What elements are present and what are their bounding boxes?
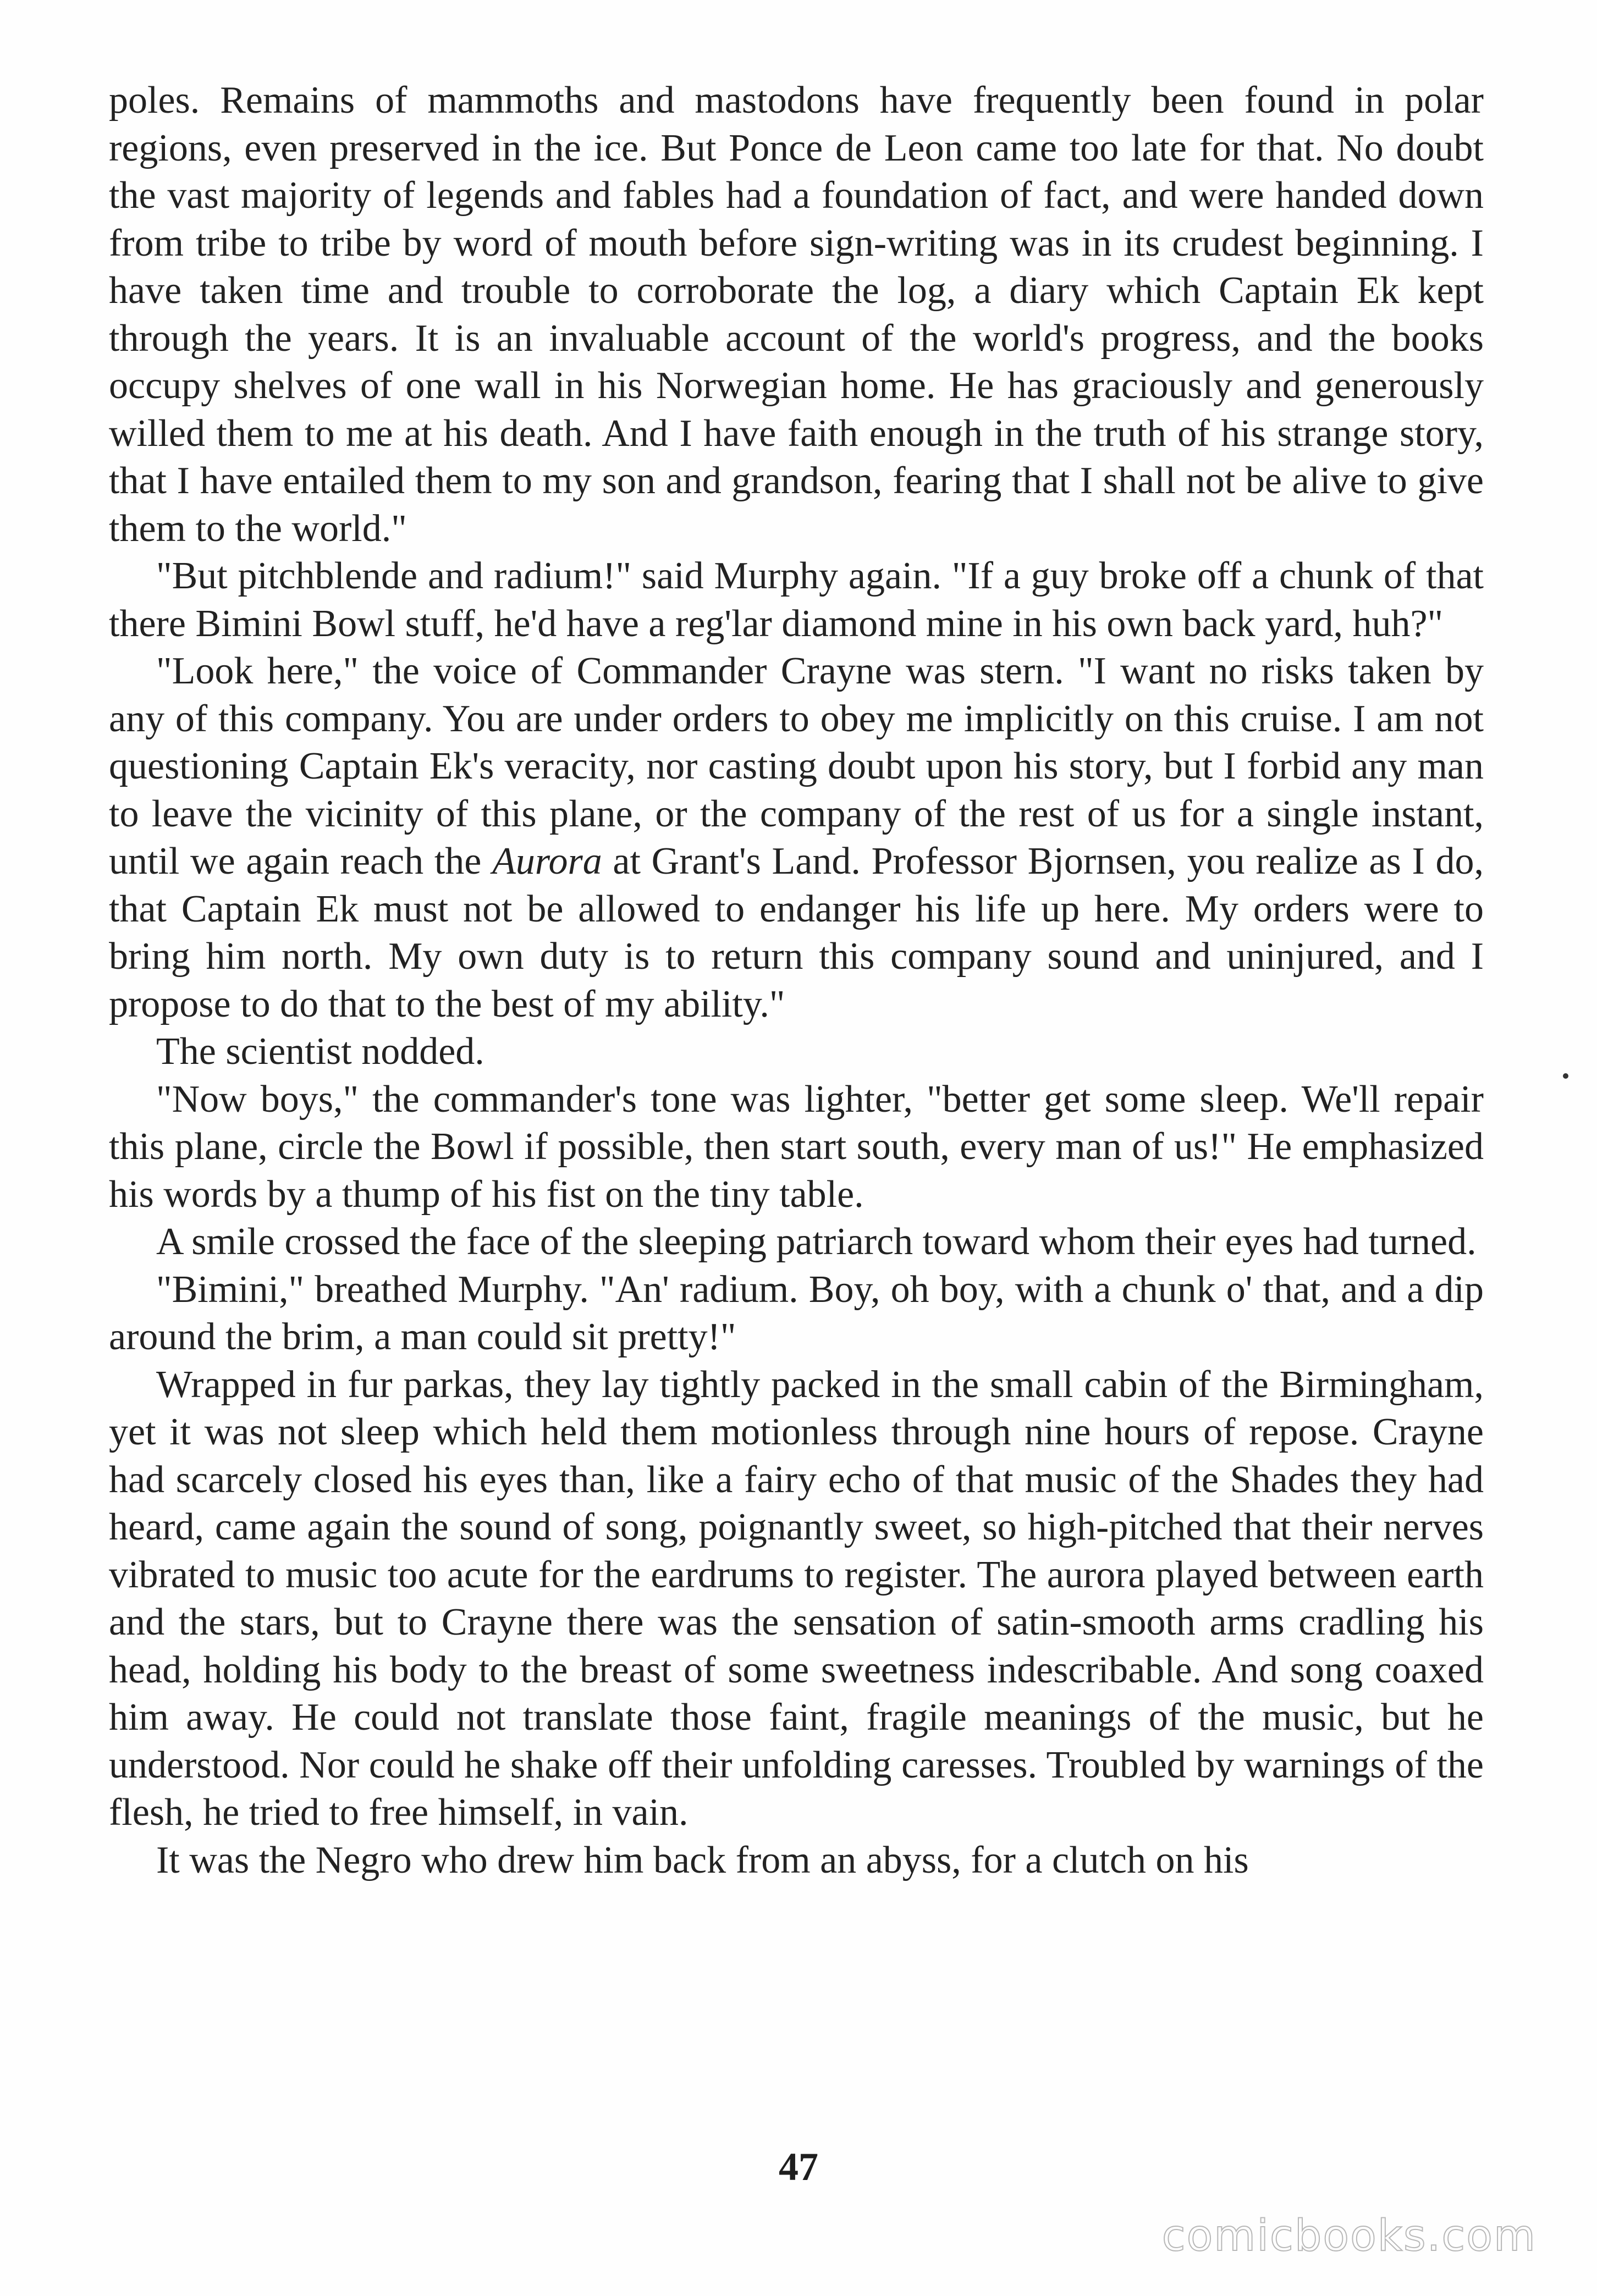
paragraph-5: "Now boys," the commander's tone was lighter, "better get some sleep. We'll repair this plane, circle the Bowl if possible, then start south, every man of us!" He emphasized his words by a thump of his fist on the tiny table.	[109, 1078, 1484, 1216]
paragraph-3	[109, 648, 1484, 1028]
ship-name-aurora: Aurora	[492, 840, 602, 882]
paragraph-6: A smile crossed the face of the sleeping patriarch toward whom their eyes had turned.	[156, 1221, 1477, 1263]
body-text	[109, 77, 1484, 1884]
page-number: 47	[779, 2145, 818, 2189]
paragraph-3-part-1: "Look here," the voice of Commander Crayne was stern. "I want no risks taken by any of this company. You are under orders to obey me implicitly on this cruise. I am not questioning Captain Ek's veracity, nor casting doubt upon his story, but I forbid any man to leave the vicinity of this plane, or the company of the rest of us for a single instant, until we again reach the	[109, 650, 1484, 882]
paragraph-8: Wrapped in fur parkas, they lay tightly packed in the small cabin of the Birmingham, yet it was not sleep which held them motionless through nine hours of repose. Crayne had scarcely closed his eyes than, like a fairy echo of that music of the Shades they had heard, came again the sound of song, poignantly sweet, so high-pitched that their nerves vibrated to music too acute for the eardrums to register. The aurora played between earth and the stars, but to Crayne there was the sensation of satin-smooth arms cradling his head, holding his body to the breast of some sweetness indescribable. And song coaxed him away. He could not translate those faint, fragile meanings of the music, but he understood. Nor could he shake off their unfolding caresses. Troubled by warnings of the flesh, he tried to free himself, in vain.	[109, 1363, 1484, 1834]
paragraph-4: The scientist nodded.	[156, 1030, 484, 1073]
paragraph-3-part-2: at Grant's Land. Professor Bjornsen, you realize as I do, that Captain Ek must not be allowed to endanger his life up here. My orders were to bring him north. My own duty is to return this company sound and uninjured, and I propose to do that to the best of my ability."	[109, 840, 1484, 1025]
paragraph-7: "Bimini," breathed Murphy. "An' radium. Boy, oh boy, with a chunk o' that, and a dip around the brim, a man could sit pretty!"	[109, 1268, 1484, 1358]
paragraph-2: "But pitchblende and radium!" said Murphy again. "If a guy broke off a chunk of that there Bimini Bowl stuff, he'd have a reg'lar diamond mine in his own back yard, huh?"	[109, 555, 1484, 645]
paragraph-1: poles. Remains of mammoths and mastodons have frequently been found in polar regions, even preserved in the ice. But Ponce de Leon came too late for that. No doubt the vast majority of legends and fables had a foundation of fact, and were handed down from tribe to tribe by word of mouth before sign-writing was in its crudest beginning. I have taken time and trouble to corroborate the log, a diary which Captain Ek kept through the years. It is an invaluable account of the world's progress, and the books occupy shelves of one wall in his Norwegian home. He has graciously and generously willed them to me at his death. And I have faith enough in the truth of his strange story, that I have entailed them to my son and grandson, fearing that I shall not be alive to give them to the world."	[109, 79, 1484, 550]
ink-speck	[1563, 1073, 1568, 1079]
paragraph-9: It was the Negro who drew him back from an abyss, for a clutch on his	[156, 1839, 1249, 1881]
watermark: comicbooks.com	[1161, 2211, 1537, 2261]
